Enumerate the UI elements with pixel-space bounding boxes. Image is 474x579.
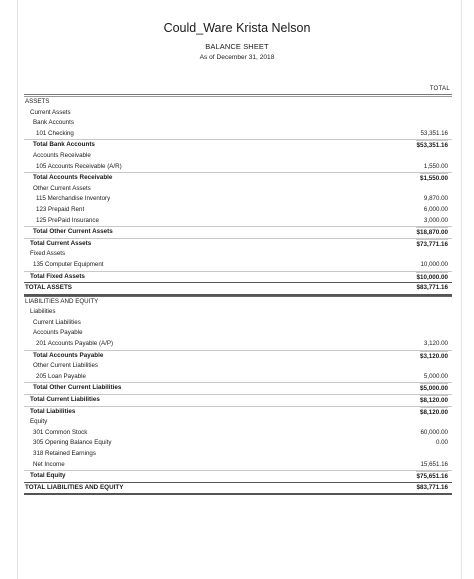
row-amount: $1,550.00	[420, 173, 448, 185]
row-label: Other Current Liabilities	[33, 362, 98, 370]
row-label: Total Fixed Assets	[30, 272, 85, 280]
row-label: 125 PrePaid Insurance	[36, 216, 99, 224]
row-label: 105 Accounts Receivable (A/R)	[36, 162, 122, 170]
row-amount: 3,000.00	[423, 216, 448, 224]
row-amount: 60,000.00	[420, 428, 448, 436]
row-amount: $75,651.16	[416, 471, 448, 483]
table-row	[24, 394, 452, 406]
row-label: Fixed Assets	[30, 250, 66, 258]
table-row	[24, 417, 452, 428]
row-amount: 1,550.00	[423, 162, 448, 170]
row-label: Total Bank Accounts	[33, 141, 95, 149]
table-row	[24, 339, 452, 350]
row-label: 123 Prepaid Rent	[36, 205, 85, 213]
table-row	[24, 129, 452, 140]
row-label: Accounts Receivable	[33, 151, 91, 159]
row-amount: $8,120.00	[420, 407, 448, 419]
table-row	[24, 296, 452, 308]
row-label: 301 Common Stock	[33, 428, 88, 436]
table-row	[24, 470, 452, 482]
row-amount: $83,771.16	[416, 483, 448, 491]
row-label: TOTAL LIABILITIES AND EQUITY	[25, 483, 124, 491]
row-label: Liabilities	[30, 308, 56, 316]
table-row	[24, 438, 452, 449]
balance-sheet-table	[24, 97, 452, 495]
company-name: Could_Ware Krista Nelson	[163, 21, 311, 35]
report-date: As of December 31, 2018	[199, 54, 275, 61]
table-row	[24, 216, 452, 227]
table-row	[24, 97, 452, 108]
table-row	[24, 184, 452, 195]
table-row	[24, 282, 452, 296]
row-amount: $8,120.00	[420, 395, 448, 407]
row-label: Total Accounts Payable	[33, 351, 104, 359]
row-label: Total Current Liabilities	[30, 396, 100, 404]
row-amount: 0.00	[435, 439, 448, 447]
table-row	[24, 318, 452, 329]
row-label: Total Accounts Receivable	[33, 174, 113, 182]
row-amount: 15,651.16	[420, 460, 448, 468]
table-row	[24, 428, 452, 439]
row-amount: 9,870.00	[423, 195, 448, 203]
row-label: 305 Opening Balance Equity	[33, 439, 112, 447]
row-label: Total Liabilities	[30, 407, 76, 415]
table-row	[24, 108, 452, 119]
report-header	[0, 20, 474, 62]
row-label: 135 Computer Equipment	[33, 260, 104, 268]
row-amount: 10,000.00	[420, 260, 448, 268]
row-amount: $53,351.16	[416, 140, 448, 152]
row-amount: $10,000.00	[416, 272, 448, 284]
row-amount: $73,771.16	[416, 239, 448, 251]
row-label: Equity	[30, 418, 48, 426]
table-row	[24, 271, 452, 283]
row-amount: $18,870.00	[416, 227, 448, 239]
row-label: Total Current Assets	[30, 239, 92, 247]
row-label: 205 Loan Payable	[36, 372, 86, 380]
table-row	[24, 406, 452, 418]
table-row	[24, 350, 452, 362]
row-label: Total Other Current Assets	[33, 228, 113, 236]
row-label: 318 Retained Earnings	[33, 450, 96, 457]
table-row	[24, 172, 452, 184]
total-column-header: TOTAL	[429, 86, 450, 92]
row-label: Accounts Payable	[33, 329, 83, 337]
table-row	[24, 382, 452, 394]
table-row	[24, 151, 452, 162]
row-label: Current Assets	[30, 108, 71, 116]
table-row	[24, 482, 452, 496]
row-label: Net Income	[33, 460, 65, 468]
table-row	[24, 361, 452, 372]
table-row	[24, 260, 452, 271]
row-label: Other Current Assets	[33, 184, 91, 192]
table-row	[24, 118, 452, 129]
report-title: BALANCE SHEET	[205, 42, 269, 51]
table-row	[24, 205, 452, 216]
table-row	[24, 162, 452, 173]
table-row	[24, 328, 452, 339]
row-label: Current Liabilities	[33, 318, 81, 326]
row-amount: 53,351.16	[420, 129, 448, 137]
row-label: 101 Checking	[36, 129, 74, 137]
table-row	[24, 238, 452, 250]
row-amount: $3,120.00	[420, 351, 448, 363]
table-row	[24, 249, 452, 260]
row-label: 201 Accounts Payable (A/P)	[36, 340, 114, 348]
row-label: Bank Accounts	[33, 119, 74, 127]
row-label: Total Other Current Liabilities	[33, 384, 122, 392]
row-label: TOTAL ASSETS	[25, 284, 72, 292]
row-amount: 5,000.00	[423, 372, 448, 380]
row-label: Total Equity	[30, 472, 66, 480]
table-row	[24, 372, 452, 383]
table-row	[24, 449, 452, 460]
row-label: 115 Merchandise Inventory	[36, 195, 111, 203]
row-amount: $5,000.00	[420, 383, 448, 395]
table-row	[24, 460, 452, 471]
table-row	[24, 307, 452, 318]
table-row	[24, 194, 452, 205]
row-amount: $83,771.16	[416, 284, 448, 292]
row-amount: 6,000.00	[423, 205, 448, 213]
row-amount: 3,120.00	[423, 340, 448, 348]
row-label: ASSETS	[25, 98, 50, 105]
column-header-row	[24, 86, 452, 95]
table-row	[24, 226, 452, 238]
row-label: LIABILITIES AND EQUITY	[25, 297, 99, 305]
table-row	[24, 139, 452, 151]
